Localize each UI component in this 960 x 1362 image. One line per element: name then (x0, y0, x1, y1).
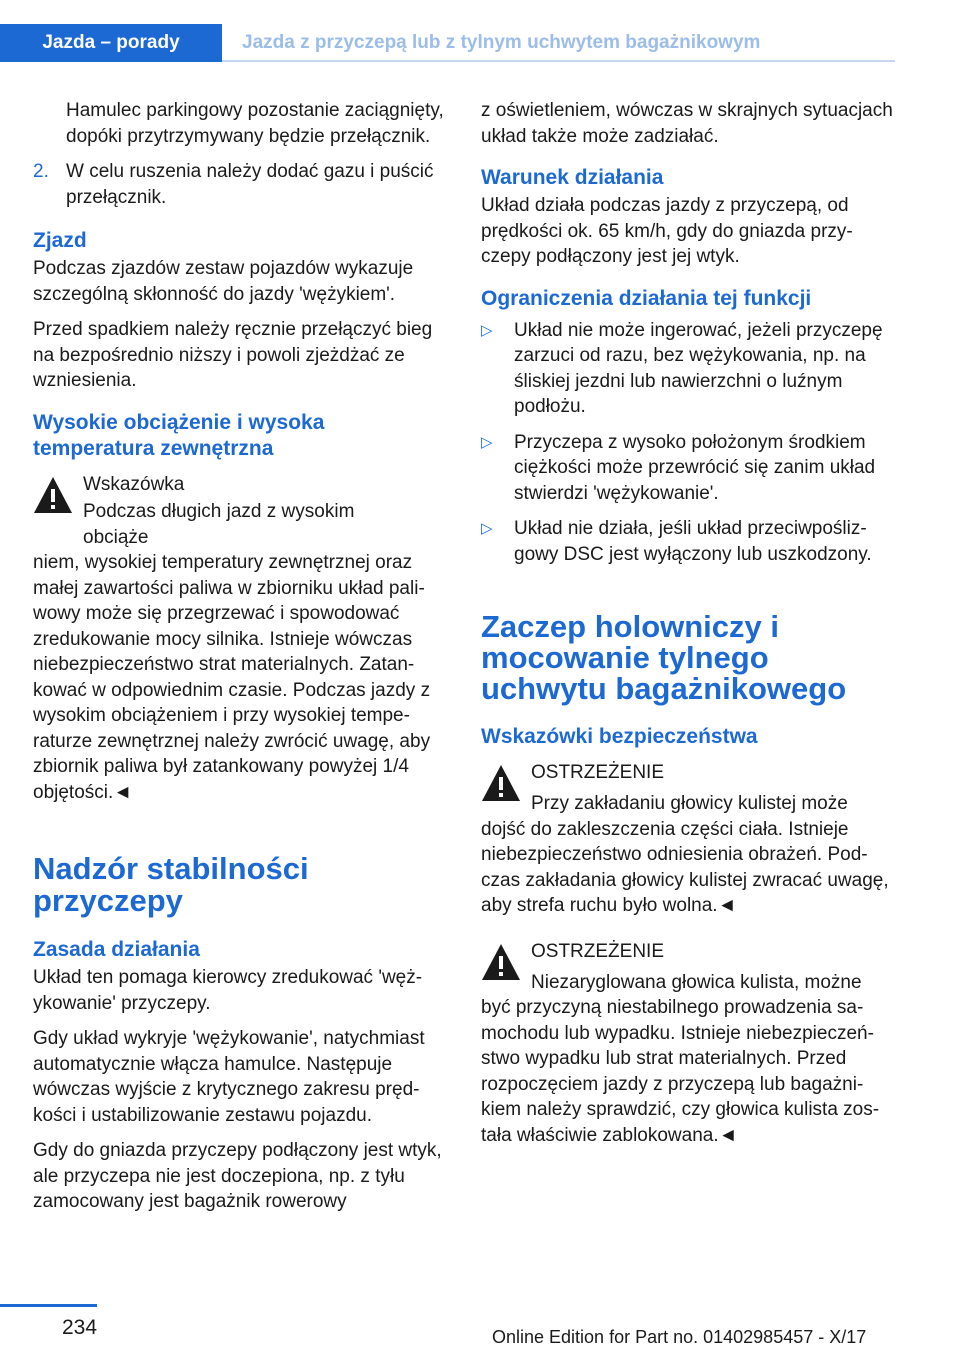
heading-limits: Ograniczenia działania tej funkcji (481, 286, 812, 310)
warning-text: Przy zakładaniu głowicy kulistej może dojść do zakleszczenia części ciała. Istnieje niebezpieczeństwo odniesienia obrażeń. Podczas zakładania głowicy kulistej zwracać uwagę, aby strefa ruchu było wolna.◄ (481, 793, 889, 916)
step-continuation: Hamulec parkingowy pozostanie zaciągnięty, dopóki przytrzymywany będzie przełącznik. (66, 100, 444, 147)
paragraph-continuation: z oświetleniem, wówczas w skrajnych sytuacjach układ także może zadziałać. (481, 100, 893, 147)
heading-condition: Warunek działania (481, 166, 664, 189)
section-tab[interactable]: Jazda – porady (0, 24, 222, 62)
header-divider (222, 60, 895, 62)
list-item (481, 516, 896, 567)
paragraph: Gdy układ wykryje 'wężykowanie', natychmiast automatycznie włącza hamulce. Następuje wówczas wyjście z krytycznego zakresu prędkości i ustabilizowanie zestawu pojazdu. (33, 1028, 425, 1126)
list-item-text: Przyczepa z wysoko położonym środkiem ciężkości może przewrócić się zanim układ stwierdzi 'wężykowanie'. (514, 431, 876, 504)
warning-triangle-icon (481, 763, 521, 803)
bullet-marker: ▷ (481, 321, 493, 339)
right-column (481, 98, 896, 1158)
heading-heat: Wysokie obciążenie i wysoka temperatura zewnętrzna (33, 410, 325, 460)
list-item (481, 430, 896, 507)
paragraph: Podczas zjazdów zestaw pojazdów wykazuje szczególną skłonność do jazdy 'wężykiem'. (33, 258, 414, 305)
bullet-marker: ▷ (481, 520, 493, 537)
paragraph: Układ działa podczas jazdy z przyczepą, od prędkości ok. 65 km/h, gdy do gniazda przyczepy podłączony jest jej wtyk. (481, 195, 853, 267)
footer-divider (0, 1304, 97, 1307)
step-text: W celu ruszenia należy dodać gazu i puścić przełącznik. (66, 161, 434, 208)
edition-text: Online Edition for Part no. 01402985457 - X/17 (492, 1327, 867, 1347)
left-column (33, 98, 448, 1225)
heading-zjazd: Zjazd (33, 229, 87, 252)
breadcrumb[interactable]: Jazda z przyczepą lub z tylnym uchwytem bagażnikowym (242, 32, 761, 53)
warning-first-line: Podczas długich jazd z wysokim obciąże (83, 501, 355, 548)
warning-block (33, 472, 448, 551)
list-item (481, 318, 896, 420)
heading-principle: Zasada działania (33, 938, 200, 961)
paragraph: Układ ten pomaga kierowcy zredukować 'wężykowanie' przyczepy. (33, 967, 423, 1014)
paragraph: Przed spadkiem należy ręcznie przełączyć bieg na bezpośrednio niższy i powoli zjeżdżać ze wzniesienia. (33, 319, 433, 391)
list-item-text: Układ nie może ingerować, jeżeli przyczepę zarzuci od razu, bez wężykowania, np. na śliskiej jezdni lub nawierzchni o luźnym podłożu. (514, 319, 883, 417)
step-item (33, 159, 448, 210)
page-header (0, 0, 960, 62)
heading-stability: Nadzór stabilności przyczepy (33, 851, 309, 918)
bullet-marker: ▷ (481, 433, 493, 451)
step-number: 2. (33, 161, 49, 182)
warning-text-rest: niem, wysokiej temperatury zewnętrznej oraz małej zawartości paliwa w zbiorniku układ paliwowy może się przegrzewać i spowodować zredukowanie mocy silnika. Istnieje wówczas niebezpieczeństwo strat materialnych. Zatankować w odpowiednim czasie. Podczas jazdy z wysokim obciążeniem i przy wysokiej temperaturze zewnętrznej należy zwrócić uwagę, aby zbiornik paliwa był zatankowany powyżej 1/4 objętości.◄ (33, 552, 431, 803)
heading-hitch: Zaczep holowniczy i mocowanie tylnego uchwytu bagażnikowego (481, 609, 847, 706)
warning-text: Niezaryglowana głowica kulista, możne być przyczyną niestabilnego prowadzenia samochodu lub wypadku. Istnieje niebezpieczeństwo wypadku lub strat materialnych. Przed rozpoczęciem jazdy z przyczepą lub bagażnikiem należy sprawdzić, czy głowica kulista została właściwie zablokowana.◄ (481, 971, 880, 1146)
paragraph: Gdy do gniazda przyczepy podłączony jest wtyk, ale przyczepa nie jest doczepiona, np. z tyłu zamocowany jest bagażnik rowerowy (33, 1140, 442, 1212)
warning-title: OSTRZEŻENIE (531, 940, 665, 962)
page-number: 234 (62, 1316, 98, 1339)
heading-safety: Wskazówki bezpieczeństwa (481, 725, 758, 748)
warning-triangle-icon (33, 475, 73, 515)
warning-triangle-icon (481, 942, 521, 982)
warning-title: OSTRZEŻENIE (531, 762, 665, 783)
list-item-text: Układ nie działa, jeśli układ przeciwpoślizgowy DSC jest wyłączony lub uszkodzony. (514, 518, 872, 565)
warning-title: Wskazówka (83, 473, 185, 495)
